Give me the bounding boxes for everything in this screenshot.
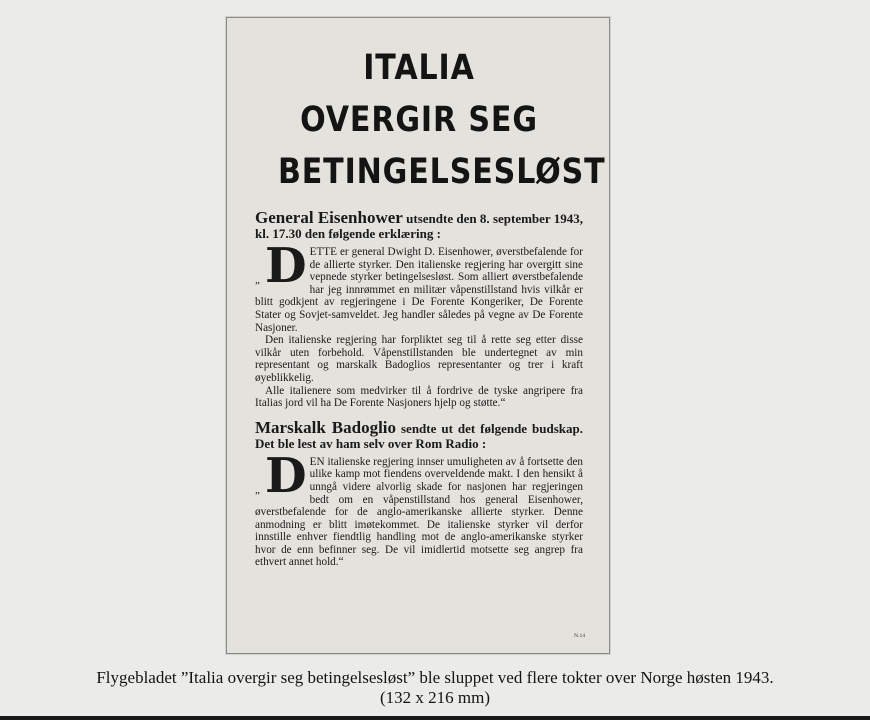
section-1-lead-rest: utsendte den 8. september 1943, kl. 17.30 den følgende erklæring : — [255, 211, 584, 241]
section-1-body — [255, 238, 583, 410]
headline-line-2: OVERGIR SEG — [300, 100, 538, 140]
section-1-first-paragraph — [255, 238, 583, 334]
section-1-lead: General Eisenhower — [255, 208, 403, 227]
section-2-first-paragraph — [255, 447, 583, 569]
section-1-quote-mark: „ — [255, 274, 260, 286]
leaflet-headline — [277, 42, 606, 198]
caption-line-1: Flygebladet ”Italia overgir seg betingelsesløst” ble sluppet ved flere tokter over Norge høsten 1943. — [96, 668, 774, 687]
section-2-lead: Marskalk Badoglio — [255, 417, 397, 437]
section-2-paragraph-1: EN italienske regjering innser umuligheten av å fortsette den ulike kamp mot fiendens overveldende makt. I den hensikt å unngå videre alvorlig skade for nasjonen har regjeringen bedt om en våpenstillstand hos general Eisenhower, øverstbefalende for de anglo-amerikanske allierte styrker. Denne anmodning er blitt imøtekommet. De italienske styrker vil derfor innstille enhver fiendtlig handling mot de anglo-amerikanske styrker hvor de enn befinner seg. De vil imidlertid motsette seg angrep fra ethvert annet hold.“ — [255, 455, 583, 569]
bottom-edge-bar — [0, 716, 870, 720]
section-2-quote-mark: „ — [255, 483, 260, 496]
section-1-dropcap: D — [265, 238, 307, 294]
section-2-body — [255, 447, 583, 569]
image-caption — [0, 668, 870, 708]
section-2-dropcap: D — [265, 447, 307, 504]
section-1-paragraph-2: Den italienske regjering har forpliktet seg til å rette seg etter disse vilkår uten forbehold. Våpenstillstanden ble undertegnet av min representant og marskalk Badoglios representanter og trer i kraft øyeblikkelig. — [255, 334, 583, 384]
leaflet-code: N.14 — [574, 633, 585, 639]
section-1-intro — [255, 210, 583, 241]
section-1-paragraph-3: Alle italienere som medvirker til å fordrive de tyske angripere fra Italias jord vil ha De Forente Nasjoners hjelp og støtte.“ — [255, 384, 583, 410]
section-1-paragraph-1: ETTE er general Dwight D. Eisenhower, øverstbefalende for de allierte styrker. Den italienske regjering har overgitt sine vepnede styrker betingelsesløst. Som alliert øverstbefalende har jeg innrømmet en militær våpenstillstand hvis vilkår er blitt godkjent av regjeringene i De Forente Kongeriker, De Forente Stater og Sovjet-samveldet. Jeg handler således på vegne av De Forente Nasjoner. — [255, 246, 583, 334]
leaflet-scan — [226, 17, 610, 654]
caption-line-2: (132 x 216 mm) — [379, 688, 491, 707]
section-2-intro — [255, 417, 583, 451]
section-2-lead-rest: sendte ut det følgende budskap. Det ble lest av ham selv over Rom Radio : — [255, 420, 583, 451]
headline-line-3: BETINGELSESLØST — [277, 152, 606, 192]
headline-line-1: ITALIA — [363, 48, 475, 88]
